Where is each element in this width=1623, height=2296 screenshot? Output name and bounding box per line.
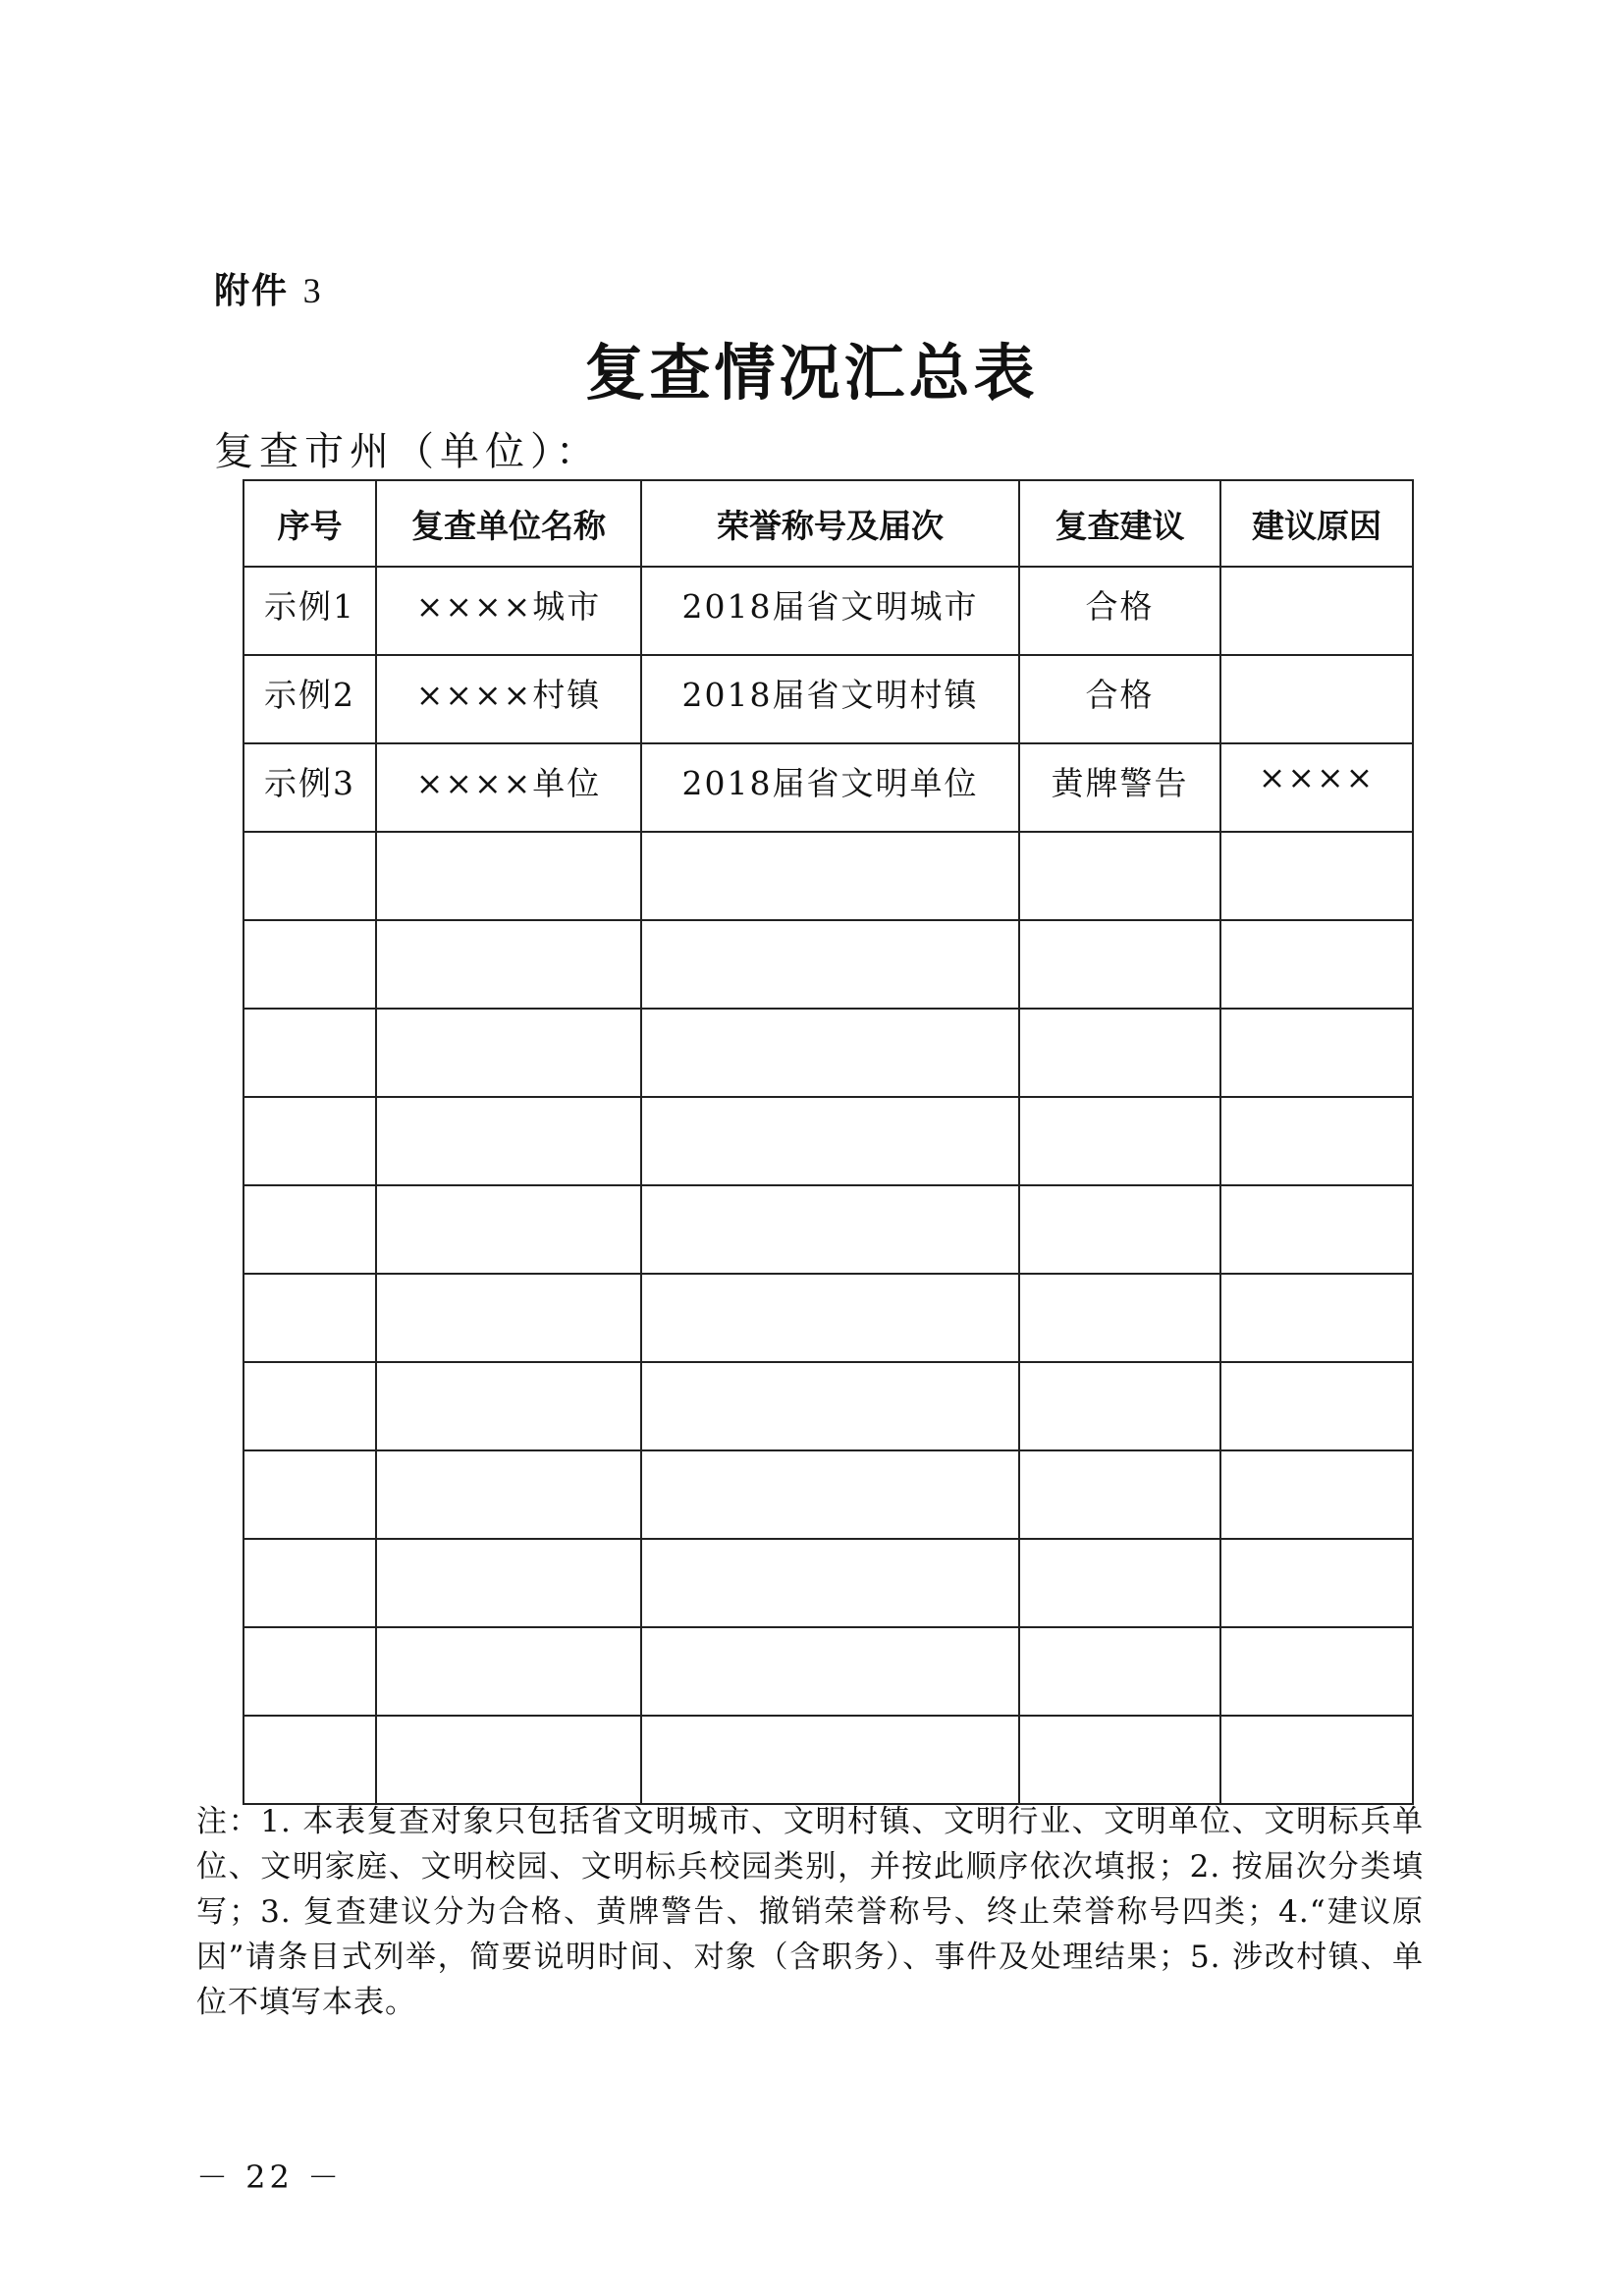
table-cell-empty [641,832,1019,920]
attachment-text: 附件 [214,271,290,311]
page-title: 复查情况汇总表 [584,337,1039,409]
table-cell-empty [1019,1274,1220,1362]
attachment-number: 3 [302,271,323,310]
table-row-empty [243,1097,1413,1185]
page-number: － 22 － [196,2159,344,2196]
table-row-empty [243,1716,1413,1804]
table-row-empty [243,920,1413,1009]
table-cell [1220,743,1413,832]
cell-text: 黄牌警告 [1051,764,1189,802]
table-cell-empty [641,1362,1019,1450]
cell-text: 示例2 [264,676,355,714]
table-cell [1019,567,1220,655]
cell-text: ××××村镇 [415,676,602,714]
table-cell-empty [376,1274,641,1362]
table-cell [641,567,1019,655]
cell-text: 2018届省文明城市 [681,587,979,626]
cell-text: ×××× [1258,758,1376,796]
table-cell-empty [1019,832,1220,920]
cell-text: 示例1 [264,587,355,626]
table-cell-empty [1220,1716,1413,1804]
table-cell-empty [1019,1185,1220,1274]
table-cell [1019,655,1220,743]
table-cell-empty [1019,920,1220,1009]
table-cell-empty [243,1009,376,1097]
header-suggestion: 复查建议 [1019,480,1220,567]
table-cell-empty [641,1539,1019,1627]
table-cell-empty [1019,1539,1220,1627]
table-cell-empty [1220,1185,1413,1274]
table-row [243,743,1413,832]
table-cell [1019,743,1220,832]
table-cell-empty [376,1097,641,1185]
table-cell-empty [1019,1362,1220,1450]
table-cell-empty [243,920,376,1009]
table-cell-empty [243,1450,376,1539]
table-cell-empty [376,1450,641,1539]
table-row-empty [243,1185,1413,1274]
cell-text: 2018届省文明村镇 [681,676,979,714]
table-cell-empty [641,1627,1019,1716]
table-row-empty [243,1450,1413,1539]
table-cell-empty [376,1539,641,1627]
table-row-empty [243,832,1413,920]
table-cell-empty [641,1009,1019,1097]
summary-table [243,479,1414,1805]
table-cell-empty [376,1009,641,1097]
table-cell-empty [1019,1627,1220,1716]
cell-text: ××××城市 [415,587,602,626]
header-honor-title: 荣誉称号及届次 [641,480,1019,567]
table-cell-empty [641,1097,1019,1185]
table-cell [376,743,641,832]
table-row-empty [243,1627,1413,1716]
table-cell-empty [1220,1097,1413,1185]
table-cell-empty [641,1185,1019,1274]
unit-label: 复查市州（单位）： [214,429,601,474]
table-row [243,655,1413,743]
table-cell-empty [376,832,641,920]
table-cell-empty [376,1362,641,1450]
table-cell-empty [1220,832,1413,920]
table-row [243,567,1413,655]
footnote: 注：1. 本表复查对象只包括省文明城市、文明村镇、文明行业、文明单位、文明标兵单位、文明家庭、文明校园、文明标兵校园类别，并按此顺序依次填报；2. 按届次分类填写；3. 复查建议分为合格、黄牌警告、撤销荣誉称号、终止荣誉称号四类；4.“建议原因”请条目式列举，简要说明时间、对象（含职务）、事件及处理结果；5. 涉改村镇、单位不填写本表。 [196,1804,1424,2020]
table-cell [1220,655,1413,743]
table-body [243,567,1413,1804]
table-cell-empty [641,1450,1019,1539]
table-row-empty [243,1362,1413,1450]
table-cell-empty [376,1185,641,1274]
table-cell-empty [1019,1097,1220,1185]
table-row-empty [243,1274,1413,1362]
table-cell [243,567,376,655]
table-cell [641,655,1019,743]
table-cell-empty [243,1185,376,1274]
table-cell-empty [641,920,1019,1009]
table-cell [376,655,641,743]
cell-text: 2018届省文明单位 [681,764,979,802]
table-cell-empty [243,1274,376,1362]
table-cell-empty [1220,920,1413,1009]
header-reason: 建议原因 [1220,480,1413,567]
table-cell-empty [243,1716,376,1804]
table-cell-empty [376,920,641,1009]
table-cell-empty [1220,1627,1413,1716]
table-cell-empty [1220,1009,1413,1097]
cell-text: 合格 [1085,676,1155,714]
table-cell-empty [1220,1362,1413,1450]
header-unit-name: 复查单位名称 [376,480,641,567]
cell-text: ××××单位 [415,764,602,802]
cell-text: 示例3 [264,764,355,802]
table-header-row [243,480,1413,567]
table-cell-empty [376,1627,641,1716]
table-cell-empty [1220,1539,1413,1627]
table-cell-empty [243,1627,376,1716]
table-cell-empty [1019,1716,1220,1804]
table-cell-empty [243,1539,376,1627]
cell-text: 合格 [1085,587,1155,626]
attachment-label [214,263,323,313]
table-cell-empty [1019,1450,1220,1539]
table-cell-empty [1220,1450,1413,1539]
table-cell-empty [243,832,376,920]
table-cell-empty [243,1362,376,1450]
table-cell [243,655,376,743]
table-cell-empty [376,1716,641,1804]
table-cell-empty [1220,1274,1413,1362]
table-cell [376,567,641,655]
table-cell-empty [243,1097,376,1185]
table-cell [243,743,376,832]
table-cell [1220,567,1413,655]
table-cell-empty [641,1716,1019,1804]
table-cell-empty [641,1274,1019,1362]
table-cell [641,743,1019,832]
table-row-empty [243,1009,1413,1097]
table-cell-empty [1019,1009,1220,1097]
table-row-empty [243,1539,1413,1627]
header-index: 序号 [243,480,376,567]
